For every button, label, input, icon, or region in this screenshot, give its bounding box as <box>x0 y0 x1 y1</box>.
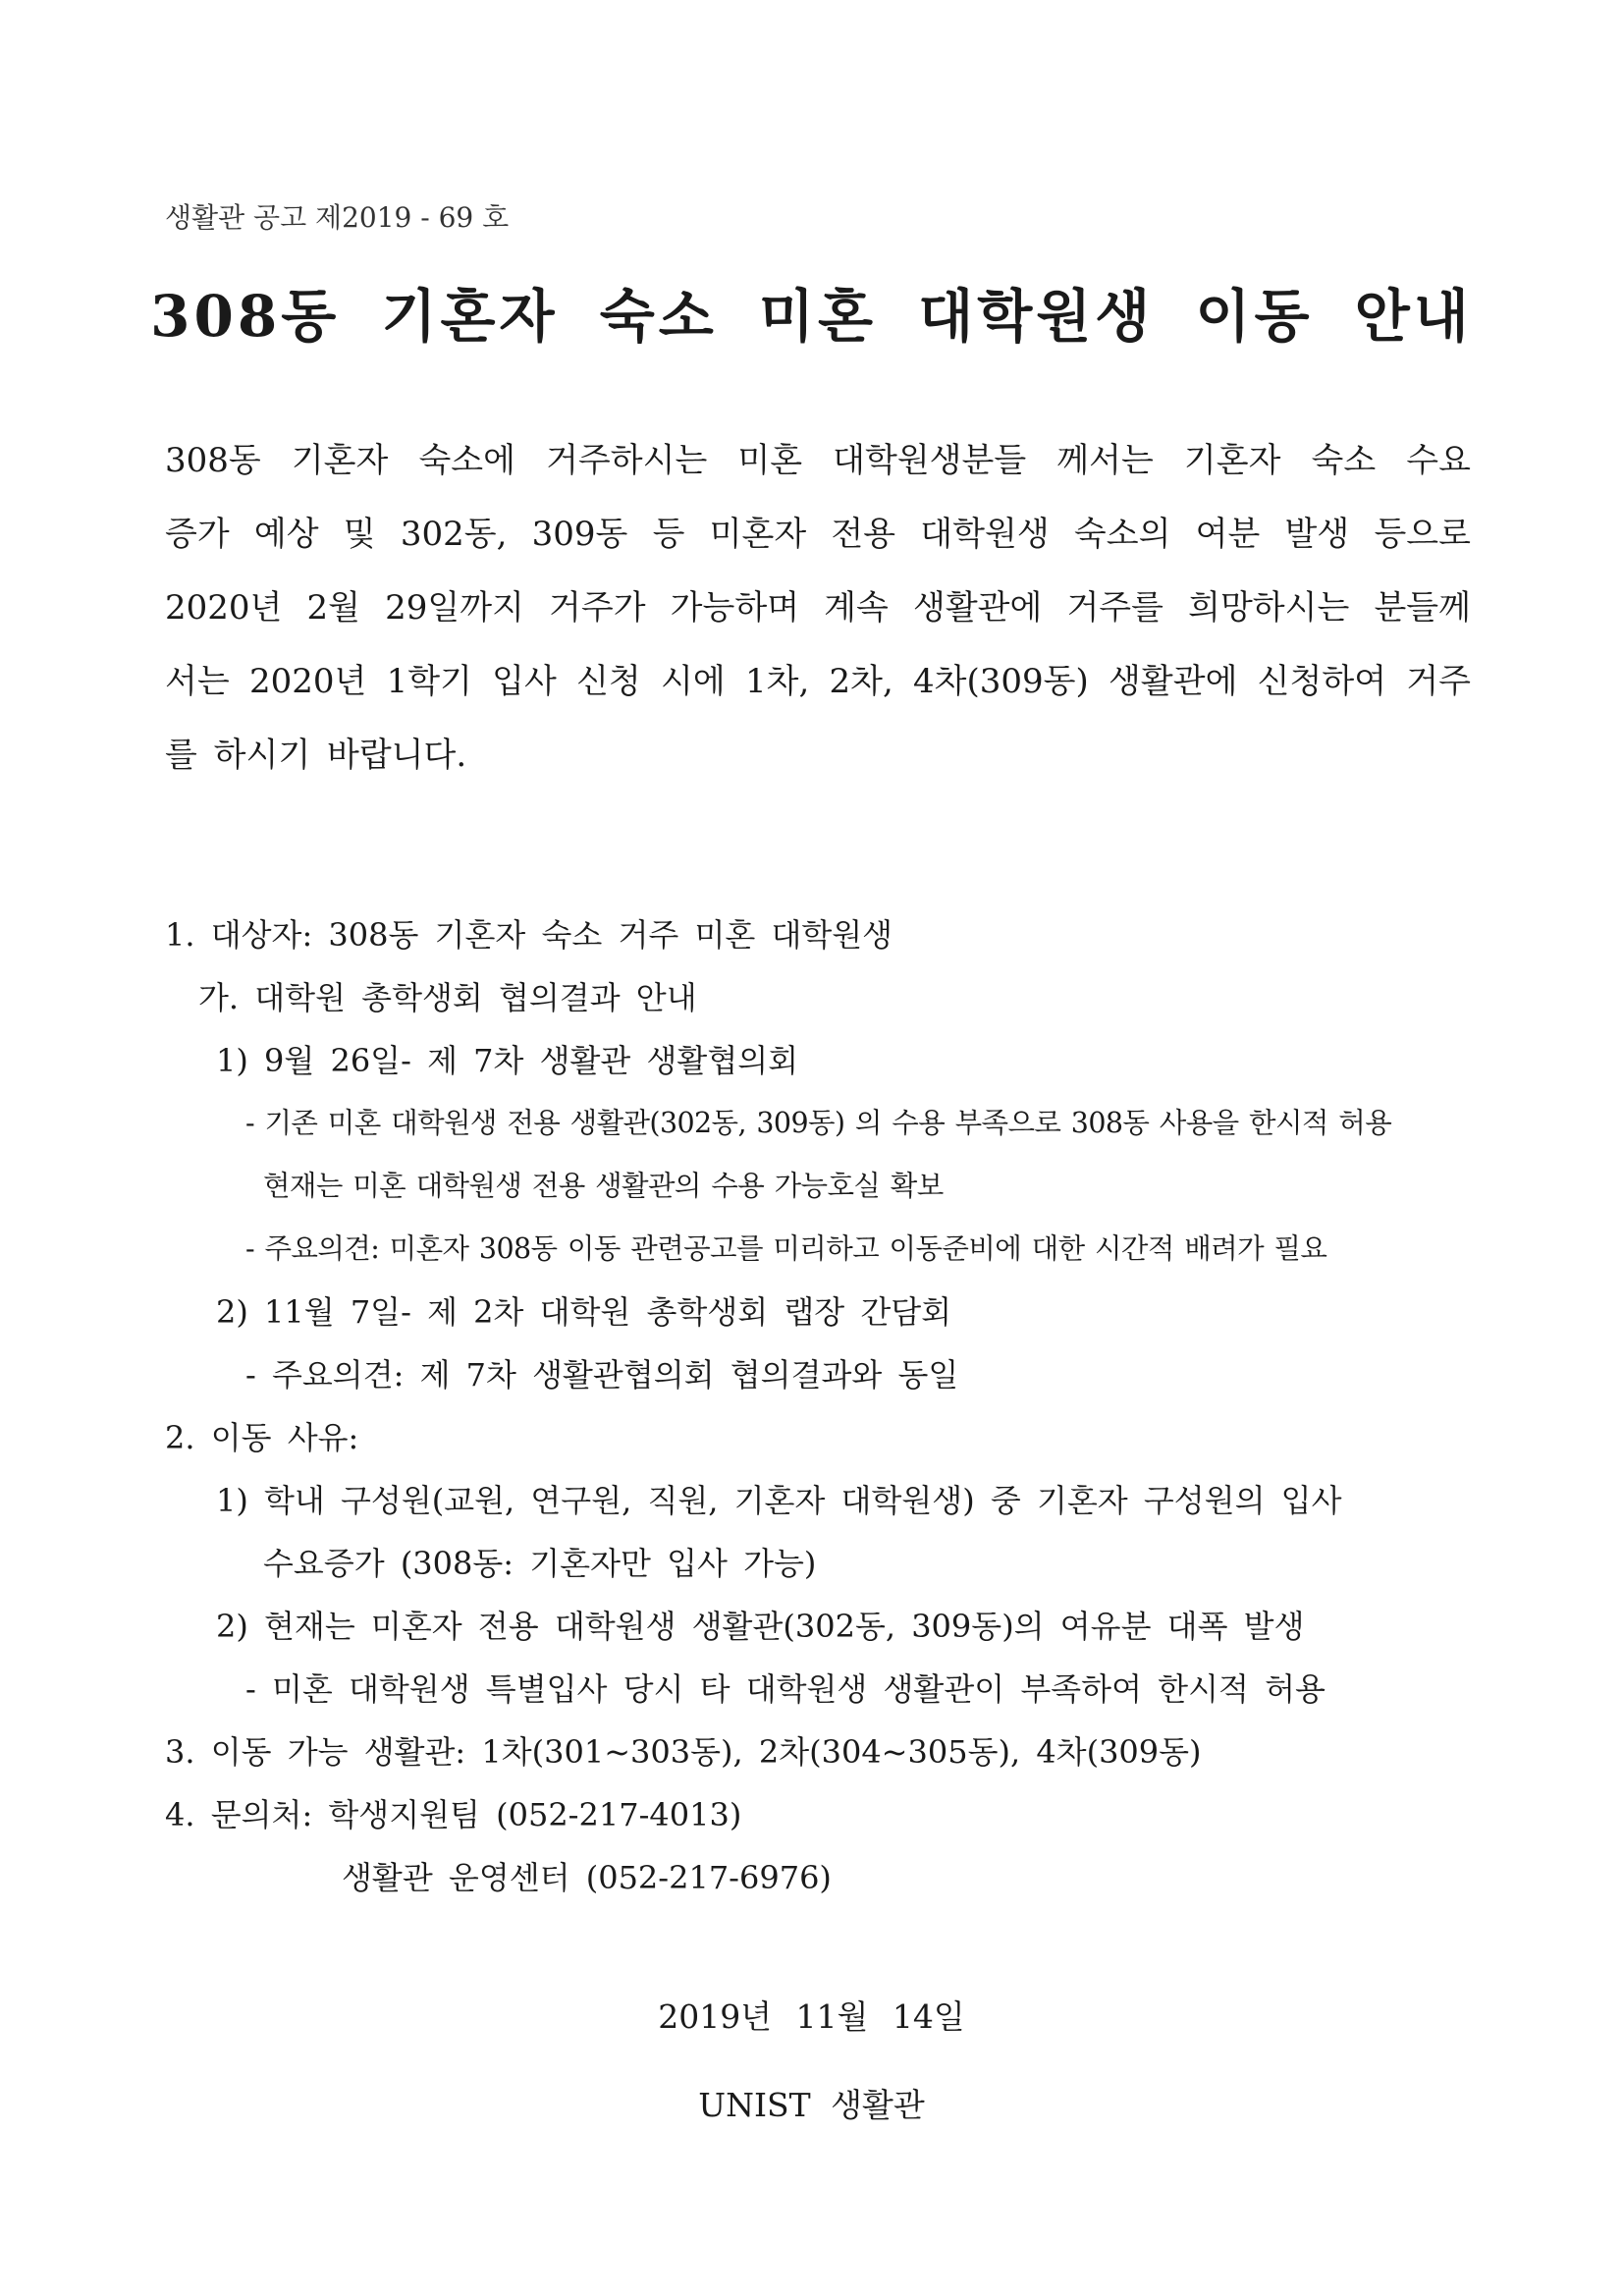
body-line: 308동 기혼자 숙소에 거주하시는 미혼 대학원생분들 께서는 기혼자 숙소 수요 <box>165 441 1471 480</box>
list-item: 4. 문의처: 학생지원팀 (052-217-4013) <box>165 1796 742 1833</box>
body-line: 서는 2020년 1학기 입사 신청 시에 1차, 2차, 4차(309동) 생활관에 신청하여 거주 <box>165 662 1471 701</box>
list-item: 1) 학내 구성원(교원, 연구원, 직원, 기혼자 대학원생) 중 기혼자 구성원의 입사 <box>216 1482 1342 1519</box>
notice-date: 2019년 11월 14일 <box>658 1997 965 2036</box>
list-item: 2) 11월 7일- 제 2차 대학원 총학생회 랩장 간담회 <box>216 1293 952 1331</box>
list-item: 2) 현재는 미혼자 전용 대학원생 생활관(302동, 309동)의 여유분 대폭 발생 <box>216 1608 1305 1645</box>
list-item: - 주요의견: 미혼자 308동 이동 관련공고를 미리하고 이동준비에 대한 시간적 배려가 필요 <box>245 1232 1327 1265</box>
list-item: 현재는 미혼 대학원생 전용 생활관의 수용 가능호실 확보 <box>263 1170 944 1202</box>
list-item: 3. 이동 가능 생활관: 1차(301~303동), 2차(304~305동), 4차(309동) <box>165 1733 1202 1771</box>
list-item: 수요증가 (308동: 기혼자만 입사 가능) <box>263 1545 817 1582</box>
list-item: - 기존 미혼 대학원생 전용 생활관(302동, 309동) 의 수용 부족으로 308동 사용을 한시적 허용 <box>245 1107 1392 1139</box>
list-item: 2. 이동 사유: <box>165 1419 359 1456</box>
list-item: 1) 9월 26일- 제 7차 생활관 생활협의회 <box>216 1042 799 1079</box>
body-line: 를 하시기 바랍니다. <box>165 736 467 775</box>
signature: UNIST 생활관 <box>698 2086 925 2124</box>
page-title: 308동 기혼자 숙소 미혼 대학원생 이동 안내 <box>150 283 1473 350</box>
body-line: 2020년 2월 29일까지 거주가 가능하며 계속 생활관에 거주를 희망하시는 분들께 <box>165 588 1471 628</box>
list-item: 1. 대상자: 308동 기혼자 숙소 거주 미혼 대학원생 <box>165 916 893 954</box>
list-item: - 미혼 대학원생 특별입사 당시 타 대학원생 생활관이 부족하여 한시적 허용 <box>245 1670 1325 1708</box>
list-item: 가. 대학원 총학생회 협의결과 안내 <box>198 979 697 1016</box>
details-list <box>165 903 1471 1909</box>
notice-number: 생활관 공고 제2019 - 69 호 <box>165 201 510 234</box>
body-line: 증가 예상 및 302동, 309동 등 미혼자 전용 대학원생 숙소의 여분 발생 등으로 <box>165 515 1471 554</box>
body-paragraph <box>165 424 1471 793</box>
list-item: 생활관 운영센터 (052-217-6976) <box>342 1859 832 1896</box>
list-item: - 주요의견: 제 7차 생활관협의회 협의결과와 동일 <box>245 1356 959 1394</box>
